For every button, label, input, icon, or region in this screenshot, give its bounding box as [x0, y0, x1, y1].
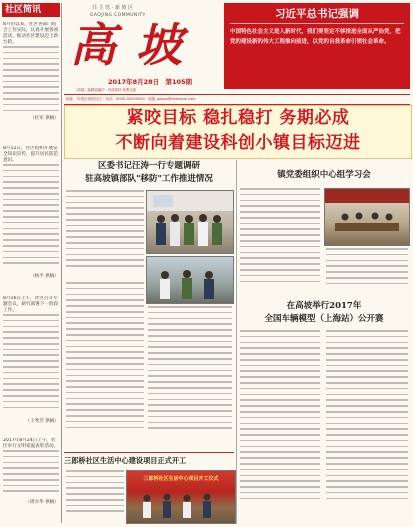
article-body-2 — [66, 282, 144, 448]
banner-line-2: 不断向着建设科创小镇目标迈进 — [115, 133, 361, 153]
section-header-label: 社区简讯 — [5, 5, 42, 15]
news-blurb — [3, 146, 59, 296]
group-photo-graphic — [147, 191, 233, 253]
masthead-meta: 《高坡》编辑部编印 · 内部资料 免费交流 — [74, 88, 136, 92]
news-blurb — [3, 22, 59, 140]
article-body — [66, 190, 144, 278]
headline-banner — [64, 105, 412, 159]
news-blurb — [3, 296, 59, 436]
ceremony-sign: 三郎桥社区生活中心项目开工仪式 — [143, 476, 219, 482]
masthead-pinyin: GAOJING COMMUNITY — [90, 13, 146, 18]
masthead-supervisor: 共 主 管 · 新 坡 区 — [92, 5, 134, 11]
masthead-title: 高 坡 — [70, 18, 185, 72]
article-district-secretary — [64, 160, 234, 450]
masthead-date — [108, 77, 192, 86]
article-photo — [146, 190, 234, 254]
blurb-text: 8月16日上午，社区召开专题会议，研究部署下一阶段工作。 — [3, 296, 59, 313]
blurb-text: 8月份以来，社区各部门结合工作实际，认真开展各项活动，推动社区建设迈上新台阶。 — [3, 22, 59, 45]
article-community-center — [64, 452, 236, 524]
groundbreaking-photo — [126, 470, 236, 524]
ceremony-photo-graphic — [127, 484, 235, 524]
blurb-source: （周少华 供稿） — [25, 500, 59, 505]
meeting-photo-graphic — [325, 189, 409, 245]
quote-text: 中国特色社会主义进入新时代，我们要坚定不移推进全面从严治党，把党的建设新的伟大工程推向前进，以党的自我革命引领社会革命。 — [230, 29, 401, 45]
article-headline: 三郎桥社区生活中心建设项目正式开工 — [64, 456, 187, 465]
section-header-community-news — [2, 3, 60, 17]
quote-header: 习近平总书记强调 — [275, 8, 359, 20]
banner-line-1: 紧咬目标 稳扎稳打 务期必成 — [126, 108, 350, 128]
news-blurb — [3, 438, 59, 524]
visit-photo-graphic — [147, 257, 233, 303]
article-photo-2 — [146, 256, 234, 304]
article-headline: 区委书记汪涛一行专题调研 — [97, 161, 200, 171]
contact-line: 地址：东城区高坡社区 · 电话：0000-00000000 · 邮箱 gaopo@example.com — [66, 97, 196, 101]
blurb-text: 8月12日，社区组织开展安全知识宣传，提升居民防范意识。 — [3, 146, 59, 163]
blurb-source: （王秀芳 供稿） — [25, 419, 59, 424]
meeting-photo — [324, 188, 410, 246]
article-subheadline: 驻高坡镇部队"移防"工作推进情况 — [85, 174, 213, 184]
article-model-car-race — [238, 300, 410, 524]
date-text: 2017年8月28日 — [108, 78, 160, 86]
masthead — [64, 2, 222, 94]
contact-strip — [64, 94, 410, 105]
article-subheadline: 全国车辆模型（上海站）公开赛 — [264, 314, 384, 324]
article-headline: 镇党委组织中心组学习会 — [277, 170, 371, 180]
blurb-source: （杨平 供稿） — [29, 274, 59, 279]
article-body — [240, 188, 320, 292]
article-body — [66, 470, 124, 522]
article-body — [240, 330, 320, 520]
article-party-study — [238, 168, 410, 296]
article-headline: 在高坡举行2017年 — [286, 301, 362, 311]
issue-number: 第105期 — [165, 78, 193, 86]
column-divider — [236, 160, 237, 524]
left-column-divider — [61, 3, 62, 523]
quote-box — [224, 3, 410, 89]
blurb-source: （杜军 供稿） — [29, 116, 59, 121]
article-body-2 — [326, 248, 408, 292]
article-body-2 — [326, 330, 408, 520]
article-body-3 — [148, 306, 232, 448]
blurb-text: 2017年8月24日上午，社区举行文明家庭表彰活动。 — [3, 438, 59, 449]
